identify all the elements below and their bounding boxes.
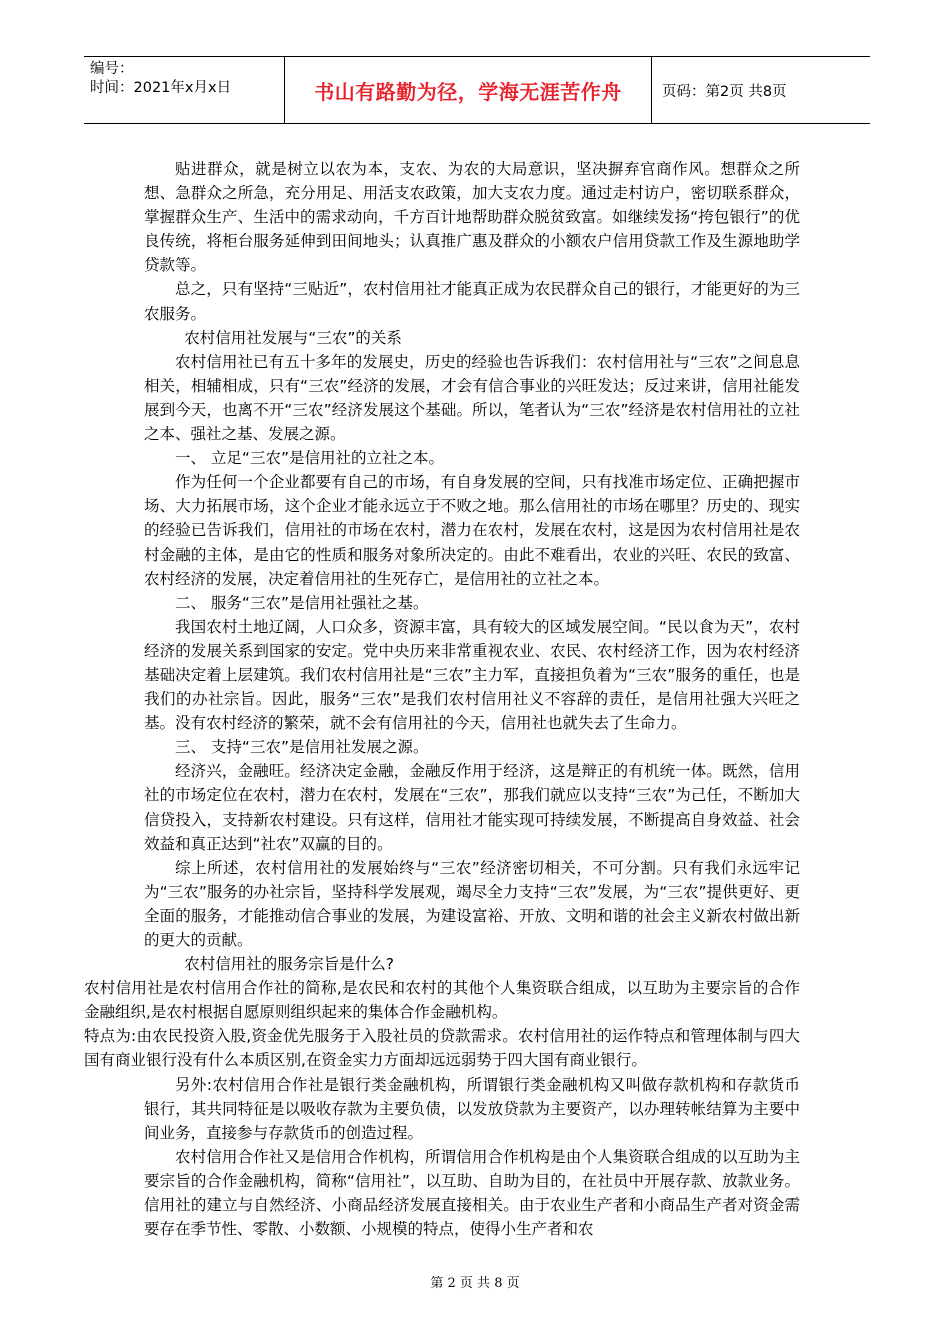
body-paragraph: 农村信用社发展与“三农”的关系 bbox=[184, 328, 402, 347]
page-header bbox=[84, 56, 870, 124]
document-code-label: 编号： bbox=[90, 61, 134, 77]
document-body bbox=[84, 157, 800, 1241]
body-paragraph: 贴进群众，就是树立以农为本，支农、为农的大局意识，坚决摒弃官商作风。想群众之所想、急群众之所急，充分用足、用活支农政策，加大支农力度。通过走村访户，密切联系群众，掌握群众生产、生活中的需求动向，千方百计地帮助群众脱贫致富。如继续发扬“挎包银行”的优良传统，将柜台服务延伸到田间地头；认真推广惠及群众的小额农户信用贷款工作及生源地助学贷款等。 bbox=[144, 160, 800, 275]
body-paragraph: 农村信用社的服务宗旨是什么? bbox=[184, 955, 395, 974]
body-paragraph: 三、 支持“三农”是信用社发展之源。 bbox=[175, 738, 429, 757]
header-page-cell bbox=[652, 57, 870, 123]
body-paragraph: 二、 服务“三农”是信用社强社之基。 bbox=[175, 593, 429, 612]
header-motto: 书山有路勤为径，学海无涯苦作舟 bbox=[314, 79, 622, 104]
body-paragraph: 一、 立足“三农”是信用社的立社之本。 bbox=[175, 449, 444, 468]
body-paragraph: 农村信用社已有五十多年的发展史，历史的经验也告诉我们：农村信用社与“三农”之间息息相关，相辅相成，只有“三农”经济的发展，才会有信合事业的兴旺发达；反过来讲，信用社能发展到今天，也离不开“三农”经济发展这个基础。所以，笔者认为“三农”经济是农村信用社的立社之本、强社之基、发展之源。 bbox=[144, 352, 800, 444]
body-paragraph: 农村信用社是农村信用合作社的简称,是农民和农村的其他个人集资联合组成，以互助为主要宗旨的合作金融组织,是农村根据自愿原则组织起来的集体合作金融机构。 bbox=[84, 979, 800, 1022]
header-left-cell bbox=[84, 57, 284, 123]
body-paragraph: 综上所述，农村信用社的发展始终与“三农”经济密切相关，不可分割。只有我们永远牢记为“三农”服务的办社宗旨，坚持科学发展观，竭尽全力支持“三农”发展，为“三农”提供更好、更全面的服务，才能推动信合事业的发展，为建设富裕、开放、文明和谐的社会主义新农村做出新的更大的贡献。 bbox=[144, 858, 800, 949]
header-page-info: 页码：第2页 共8页 bbox=[662, 83, 787, 100]
body-paragraph: 经济兴，金融旺。经济决定金融，金融反作用于经济，这是辩正的有机统一体。既然，信用社的市场定位在农村，潜力在农村，发展在“三农”，那我们就应以支持“三农”为己任，不断加大信贷投入，支持新农村建设。只有这样，信用社才能实现可持续发展，不断提高自身效益、社会效益和真正达到“社农”双赢的目的。 bbox=[144, 762, 800, 853]
body-paragraph: 总之，只有坚持“三贴近”，农村信用社才能真正成为农民群众自己的银行，才能更好的为三农服务。 bbox=[144, 280, 800, 323]
footer-page-number: 第 2 页 共 8 页 bbox=[430, 1276, 520, 1291]
document-time-label: 时间：2021年x月x日 bbox=[90, 80, 232, 96]
header-motto-cell bbox=[284, 57, 652, 123]
body-paragraph: 特点为:由农民投资入股,资金优先服务于入股社员的贷款需求。农村信用社的运作特点和管理体制与四大国有商业银行没有什么本质区别,在资金实力方面却远远弱势于四大国有商业银行。 bbox=[84, 1027, 800, 1070]
body-paragraph: 另外:农村信用合作社是银行类金融机构，所谓银行类金融机构又叫做存款机构和存款货币银行，其共同特征是以吸收存款为主要负债，以发放贷款为主要资产，以办理转帐结算为主要中间业务，直接参与存款货币的创造过程。 bbox=[144, 1075, 800, 1142]
page-footer bbox=[0, 1272, 950, 1291]
body-paragraph: 我国农村土地辽阔，人口众多，资源丰富，具有较大的区域发展空间。“民以食为天”，农村经济的发展关系到国家的安定。党中央历来非常重视农业、农民、农村经济工作，因为农村经济基础决定着上层建筑。我们农村信用社是“三农”主力军，直接担负着为“三农”服务的重任，也是我们的办社宗旨。因此，服务“三农”是我们农村信用社义不容辞的责任，是信用社强大兴旺之基。没有农村经济的繁荣，就不会有信用社的今天，信用社也就失去了生命力。 bbox=[144, 617, 800, 733]
body-paragraph: 农村信用合作社又是信用合作机构，所谓信用合作机构是由个人集资联合组成的以互助为主要宗旨的合作金融机构，简称“信用社”，以互助、自助为目的，在社员中开展存款、放款业务。信用社的建立与自然经济、小商品经济发展直接相关。由于农业生产者和小商品生产者对资金需要存在季节性、零散、小数额、小规模的特点，使得小生产者和农 bbox=[144, 1147, 800, 1239]
body-paragraph: 作为任何一个企业都要有自己的市场，有自身发展的空间，只有找准市场定位、正确把握市场、大力拓展市场，这个企业才能永远立于不败之地。那么信用社的市场在哪里？历史的、现实的经验已告诉我们，信用社的市场在农村，潜力在农村，发展在农村，这是因为农村信用社是农村金融的主体，是由它的性质和服务对象所决定的。由此不难看出，农业的兴旺、农民的致富、农村经济的发展，决定着信用社的生死存亡，是信用社的立社之本。 bbox=[144, 473, 800, 588]
